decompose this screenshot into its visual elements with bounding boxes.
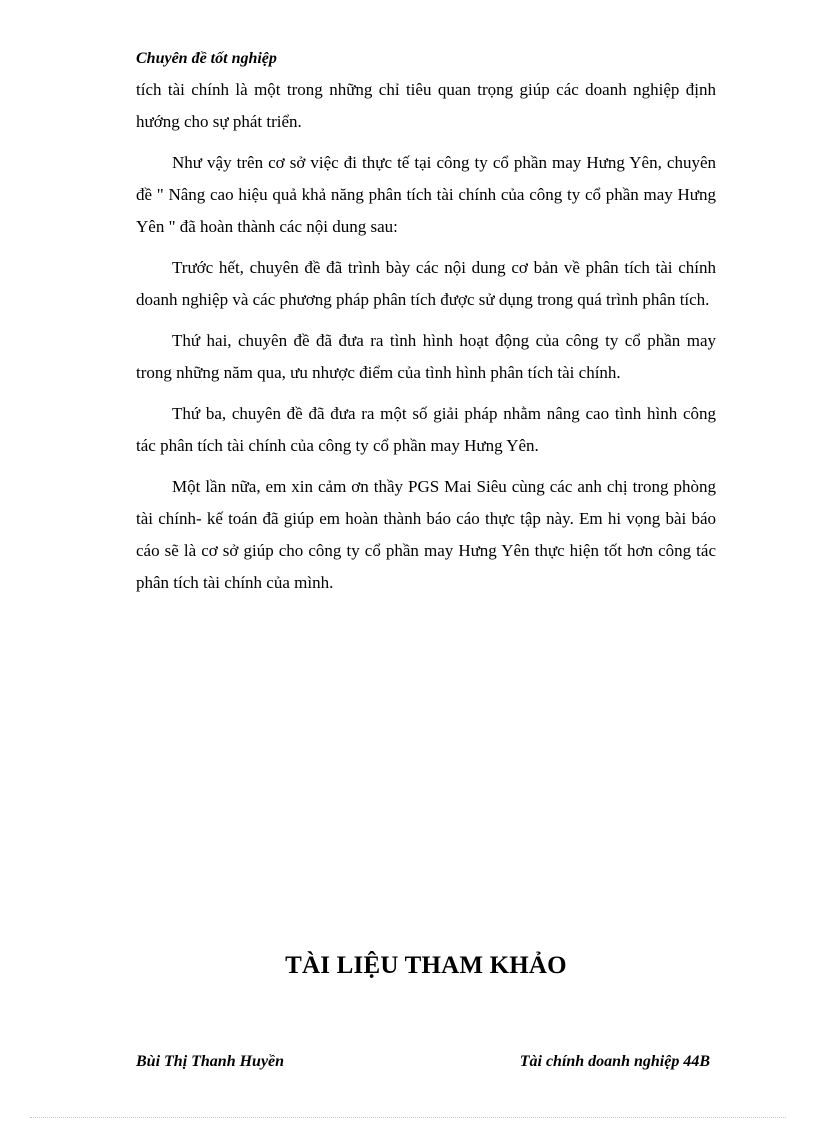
- page-header-title: Chuyên đề tốt nghiệp: [136, 50, 277, 67]
- footer-author: Bùi Thị Thanh Huyền: [136, 1053, 285, 1070]
- paragraph-first-point: Trước hết, chuyên đề đã trình bày các nội dung cơ bản về phân tích tài chính doanh nghiệp và các phương pháp phân tích được sử dụng trong quá trình phân tích.: [136, 258, 716, 309]
- paragraph-second-point: Thứ hai, chuyên đề đã đưa ra tình hình hoạt động của công ty cổ phần may trong những năm qua, ưu nhược điểm của tình hình phân tích tài chính.: [136, 331, 716, 382]
- paragraph-third-point: Thứ ba, chuyên đề đã đưa ra một số giải pháp nhằm nâng cao tình hình công tác phân tích tài chính của công ty cổ phần may Hưng Yên.: [136, 404, 716, 455]
- paragraph-acknowledgement: Một lần nữa, em xin cảm ơn thầy PGS Mai Siêu cùng các anh chị trong phòng tài chính- kế toán đã giúp em hoàn thành báo cáo thực tập này. Em hi vọng bài báo cáo sẽ là cơ sở giúp cho công ty cổ phần may Hưng Yên thực hiện tốt hơn công tác phân tích tài chính của mình.: [136, 477, 716, 592]
- body-text: [136, 74, 716, 608]
- references-heading: TÀI LIỆU THAM KHẢO: [285, 952, 567, 979]
- footer-class-name: Tài chính doanh nghiệp 44B: [519, 1053, 710, 1070]
- paragraph-continuation: tích tài chính là một trong những chỉ tiêu quan trọng giúp các doanh nghiệp định hướng cho sự phát triển.: [136, 80, 716, 131]
- footer-divider: [30, 1117, 786, 1118]
- paragraph-summary: Như vậy trên cơ sở việc đi thực tế tại công ty cổ phần may Hưng Yên, chuyên đề " Nâng cao hiệu quả khả năng phân tích tài chính của công ty cổ phần may Hưng Yên " đã hoàn thành các nội dung sau:: [136, 153, 716, 236]
